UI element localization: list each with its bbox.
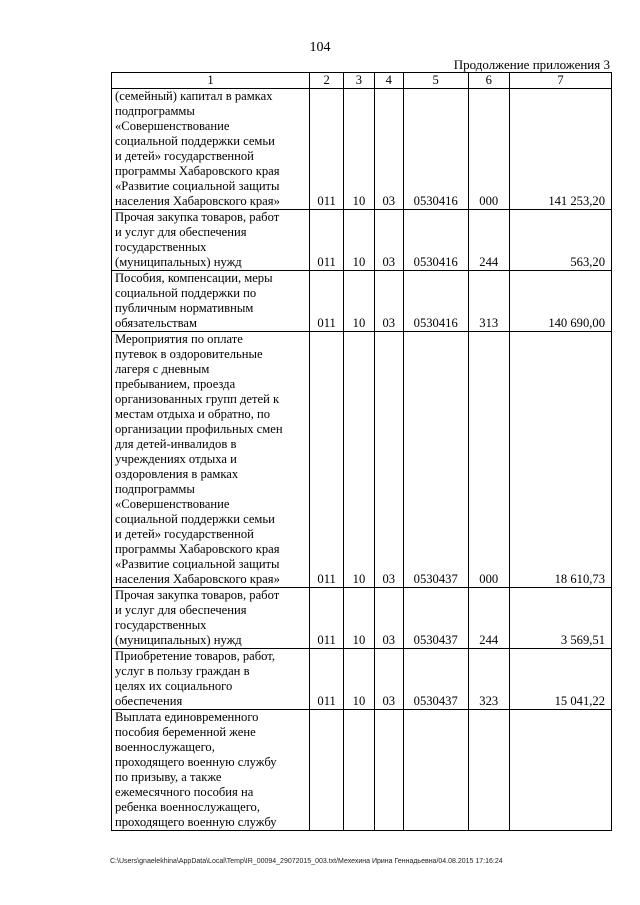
amount: 140 690,00 <box>509 271 611 332</box>
ministry-code: 011 <box>309 588 343 649</box>
expense-type-code <box>468 710 509 831</box>
row-description: Пособия, компенсации, меры социальной поддержки по публичным нормативным обязательствам <box>112 271 310 332</box>
target-article-code: 0530437 <box>403 649 468 710</box>
expense-type-code: 000 <box>468 89 509 210</box>
amount: 18 610,73 <box>509 332 611 588</box>
header-col-4: 4 <box>374 73 403 89</box>
target-article-code: 0530416 <box>403 271 468 332</box>
target-article-code: 0530437 <box>403 588 468 649</box>
section-code: 10 <box>344 271 374 332</box>
section-code: 10 <box>344 649 374 710</box>
ministry-code: 011 <box>309 210 343 271</box>
ministry-code <box>309 710 343 831</box>
footer-file-path: C:\Users\gnaelekhina\AppData\Local\Temp\IR_00094_29072015_003.txt/Мехехина Ирина Геннадьевна/04.08.2015 17:16:24 <box>110 858 503 865</box>
continuation-label: Продолжение приложения 3 <box>453 57 610 72</box>
budget-table <box>111 72 612 831</box>
expense-type-code: 000 <box>468 332 509 588</box>
target-article-code: 0530416 <box>403 210 468 271</box>
target-article-code <box>403 710 468 831</box>
amount: 141 253,20 <box>509 89 611 210</box>
amount: 15 041,22 <box>509 649 611 710</box>
subsection-code: 03 <box>374 332 403 588</box>
table-row <box>112 710 612 831</box>
target-article-code: 0530437 <box>403 332 468 588</box>
row-description: Выплата единовременного пособия беременной жене военнослужащего, проходящего военную службу по призыву, а также ежемесячного пособия на ребенка военнослужащего, проходящего военную службу <box>112 710 310 831</box>
table-row <box>112 588 612 649</box>
page-number: 104 <box>309 40 331 55</box>
row-description: Мероприятия по оплате путевок в оздоровительные лагеря с дневным пребыванием, проезда организованных групп детей к местам отдыха и обратно, по организации профильных смен для детей-инвалидов в учреждениях отдыха и оздоровления в рамках подпрограммы «Совершенствование социальной поддержки семьи и детей» государственной программы Хабаровского края «Развитие социальной защиты населения Хабаровского края» <box>112 332 310 588</box>
section-code <box>344 710 374 831</box>
header-col-7: 7 <box>509 73 611 89</box>
section-code: 10 <box>344 210 374 271</box>
row-description: Прочая закупка товаров, работ и услуг для обеспечения государственных (муниципальных) нужд <box>112 588 310 649</box>
header-col-3: 3 <box>344 73 374 89</box>
ministry-code: 011 <box>309 649 343 710</box>
table-row <box>112 649 612 710</box>
header-row <box>112 73 612 89</box>
subsection-code: 03 <box>374 588 403 649</box>
header-col-2: 2 <box>309 73 343 89</box>
header-col-5: 5 <box>403 73 468 89</box>
subsection-code: 03 <box>374 649 403 710</box>
subsection-code <box>374 710 403 831</box>
section-code: 10 <box>344 588 374 649</box>
amount: 563,20 <box>509 210 611 271</box>
expense-type-code: 323 <box>468 649 509 710</box>
section-code: 10 <box>344 89 374 210</box>
table-row <box>112 210 612 271</box>
expense-type-code: 244 <box>468 210 509 271</box>
row-description: (семейный) капитал в рамках подпрограммы «Совершенствование социальной поддержки семьи и детей» государственной программы Хабаровского края «Развитие социальной защиты населения Хабаровского края» <box>112 89 310 210</box>
row-description: Прочая закупка товаров, работ и услуг для обеспечения государственных (муниципальных) нужд <box>112 210 310 271</box>
section-code: 10 <box>344 332 374 588</box>
amount: 3 569,51 <box>509 588 611 649</box>
subsection-code: 03 <box>374 271 403 332</box>
row-description: Приобретение товаров, работ, услуг в пользу граждан в целях их социального обеспечения <box>112 649 310 710</box>
ministry-code: 011 <box>309 89 343 210</box>
ministry-code: 011 <box>309 332 343 588</box>
header-col-6: 6 <box>468 73 509 89</box>
expense-type-code: 313 <box>468 271 509 332</box>
table-row <box>112 332 612 588</box>
expense-type-code: 244 <box>468 588 509 649</box>
ministry-code: 011 <box>309 271 343 332</box>
subsection-code: 03 <box>374 210 403 271</box>
amount <box>509 710 611 831</box>
table-row <box>112 271 612 332</box>
target-article-code: 0530416 <box>403 89 468 210</box>
subsection-code: 03 <box>374 89 403 210</box>
table-row <box>112 89 612 210</box>
header-col-1: 1 <box>112 73 310 89</box>
